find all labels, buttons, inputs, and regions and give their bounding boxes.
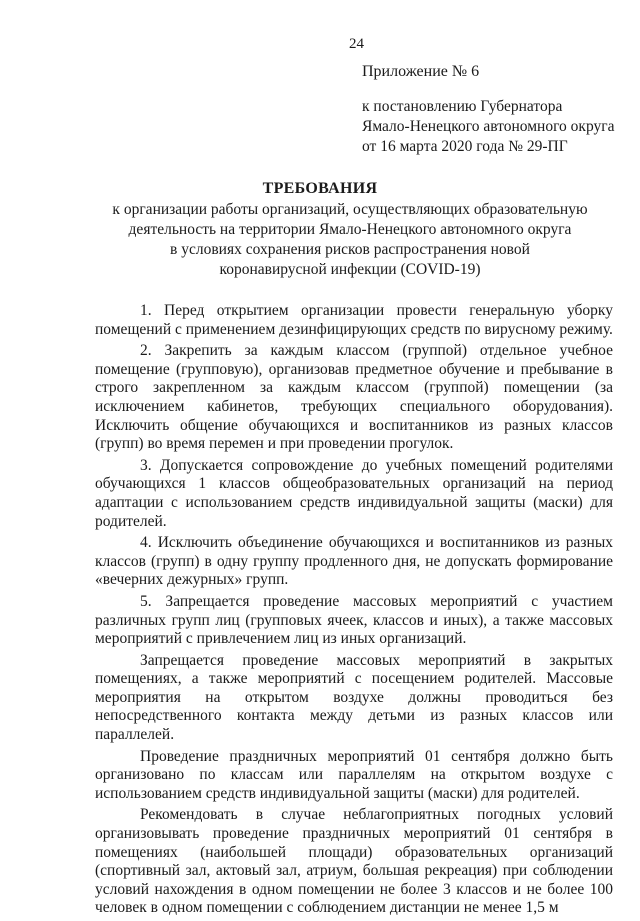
paragraph-4: 4. Исключить объединение обучающихся и воспитанников из разных классов (групп) в одну группу продленного дня, не допускать формирование «вечерних дежурных» групп.	[95, 534, 613, 589]
subtitle-line: деятельность на территории Ямало-Ненецкого автономного округа	[128, 221, 572, 238]
paragraph-1: 1. Перед открытием организации провести генеральную уборку помещений с применением дезинфицирующих средств по вирусному режиму.	[95, 302, 613, 338]
paragraph-7: Проведение праздничных мероприятий 01 сентября должно быть организовано по классам или параллелям на открытом воздухе с использованием средств индивидуальной защиты (маски) для родителей.	[95, 747, 613, 802]
decree-line: к постановлению Губернатора	[362, 98, 563, 115]
paragraph-5: 5. Запрещается проведение массовых мероприятий с участием различных групп лиц (групповых ячеек, классов и иных), а также массовых мероприятий с привлечением лиц из иных организаций.	[95, 592, 613, 648]
paragraph-2: 2. Закрепить за каждым классом (группой) отдельное учебное помещение (групповую), организовав предметное обучение и пребывание в строго закрепленном за каждым классом (группой) помещении (за исключением кабинетов, требующих специального оборудования). Исключить общение обучающихся и воспитанников из разных классов (групп) во время перемен и при проведении прогулок.	[95, 342, 613, 453]
appendix-label: Приложение № 6	[362, 63, 480, 80]
document-title: ТРЕБОВАНИЯ	[262, 180, 378, 197]
subtitle-line: в условиях сохранения рисков распространения новой	[170, 241, 530, 258]
decree-line: от 16 марта 2020 года № 29-ПГ	[362, 138, 568, 155]
subtitle-line: коронавирусной инфекции (COVID-19)	[219, 261, 481, 278]
subtitle-line: к организации работы организаций, осуществляющих образовательную	[112, 201, 588, 218]
paragraph-3: 3. Допускается сопровождение до учебных помещений родителями обучающихся 1 классов общеобразовательных организаций на период адаптации с использованием средств индивидуальной защиты (маски) для родителей.	[95, 456, 613, 530]
paragraph-6: Запрещается проведение массовых мероприятий в закрытых помещениях, а также мероприятий с посещением родителей. Массовые мероприятия на открытом воздухе должны проводиться без непосредственного контакта между детьми из разных классов или параллелей.	[95, 651, 613, 744]
document-subtitle	[80, 200, 620, 280]
body-text	[95, 302, 613, 921]
paragraph-8: Рекомендовать в случае неблагоприятных погодных условий организовывать проведение праздничных мероприятий 01 сентября в помещениях (наибольшей площади) образовательных организаций (спортивный зал, актовый зал, атриум, большая рекреация) при соблюдении условий нахождения в одном помещении не более 3 классов и не более 100 человек в одном помещении с соблюдением дистанции не менее 1,5 м	[95, 806, 613, 917]
page-number: 24	[349, 36, 364, 52]
decree-reference	[362, 97, 632, 157]
decree-line: Ямало-Ненецкого автономного округа	[362, 118, 615, 135]
